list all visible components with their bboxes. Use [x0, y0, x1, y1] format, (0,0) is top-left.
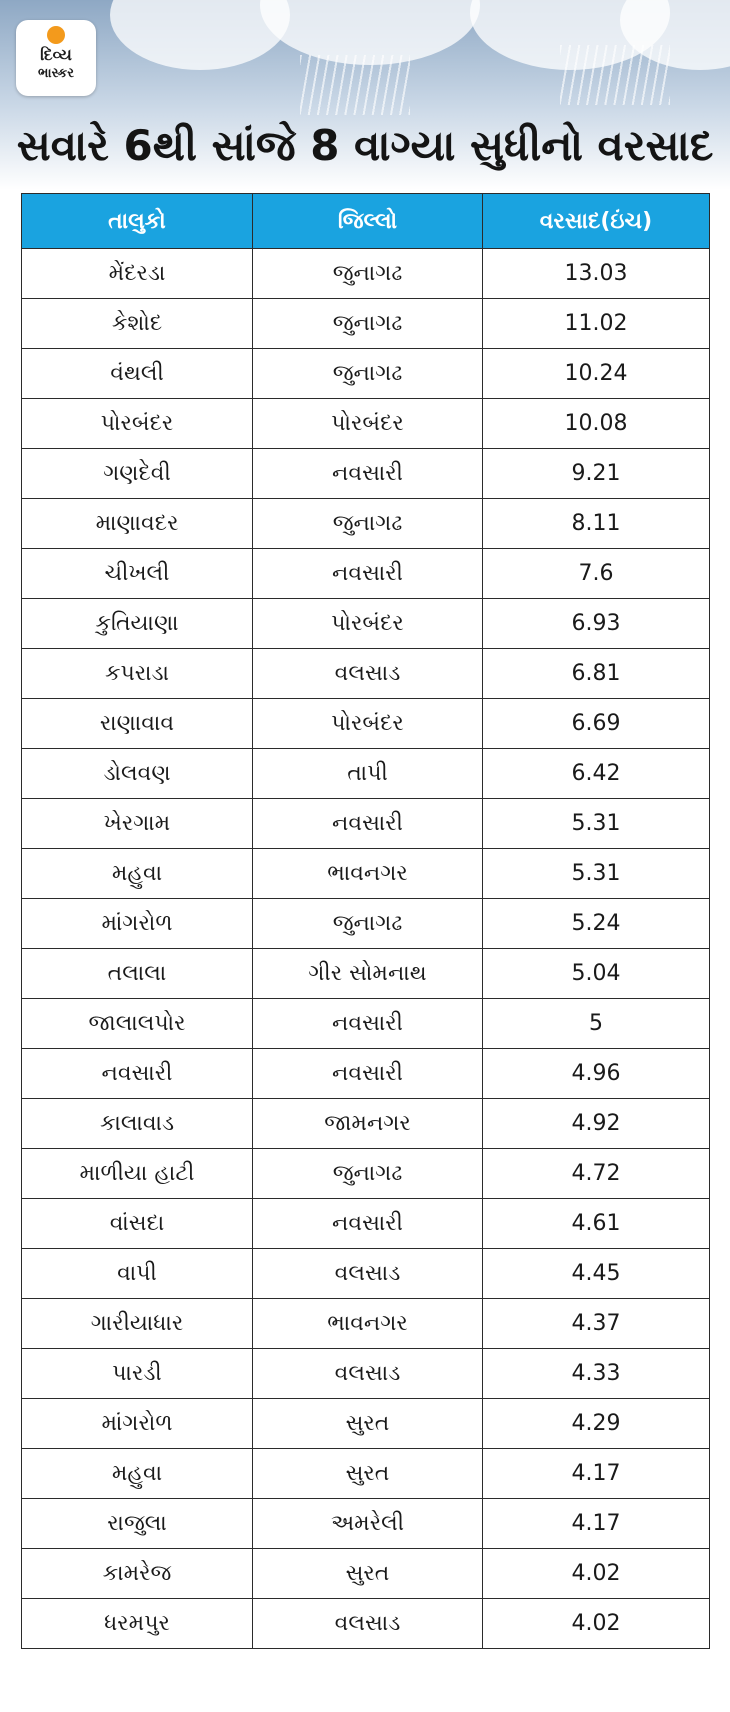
- cell-taluka: કપરાડા: [22, 649, 253, 699]
- cell-district: નવસારી: [253, 449, 483, 499]
- cell-taluka: મહુવા: [22, 1449, 253, 1499]
- cell-taluka: માંગરોળ: [22, 899, 253, 949]
- cell-taluka: મહુવા: [22, 849, 253, 899]
- column-header-district: જિલ્લો: [253, 194, 483, 249]
- cell-rainfall: 9.21: [483, 449, 710, 499]
- cell-rainfall: 4.45: [483, 1249, 710, 1299]
- cell-taluka: કામરેજ: [22, 1549, 253, 1599]
- table-row: [22, 499, 710, 549]
- cell-rainfall: 4.72: [483, 1149, 710, 1199]
- cell-rainfall: 5.24: [483, 899, 710, 949]
- cell-taluka: માળીયા હાટી: [22, 1149, 253, 1199]
- column-header-rainfall: વરસાદ(ઇંચ): [483, 194, 710, 249]
- cell-taluka: માંગરોળ: [22, 1399, 253, 1449]
- table-row: [22, 1099, 710, 1149]
- brand-name-line1: દિવ્ય: [40, 45, 72, 64]
- cell-district: જુનાગઢ: [253, 349, 483, 399]
- cell-taluka: કાલાવાડ: [22, 1099, 253, 1149]
- table-row: [22, 299, 710, 349]
- table-row: [22, 399, 710, 449]
- cell-rainfall: 4.61: [483, 1199, 710, 1249]
- table-row: [22, 449, 710, 499]
- cell-district: વલસાડ: [253, 1599, 483, 1649]
- cell-taluka: પારડી: [22, 1349, 253, 1399]
- column-header-taluka: તાલુકો: [22, 194, 253, 249]
- table-row: [22, 1549, 710, 1599]
- raindrops-graphic: [560, 45, 670, 105]
- cell-rainfall: 4.17: [483, 1499, 710, 1549]
- cell-district: અમરેલી: [253, 1499, 483, 1549]
- cell-rainfall: 10.24: [483, 349, 710, 399]
- cell-district: નવસારી: [253, 1199, 483, 1249]
- table-row: [22, 1499, 710, 1549]
- cell-taluka: ગારીયાધાર: [22, 1299, 253, 1349]
- cell-rainfall: 4.92: [483, 1099, 710, 1149]
- cell-district: વલસાડ: [253, 1349, 483, 1399]
- cell-rainfall: 5.31: [483, 799, 710, 849]
- cell-rainfall: 6.69: [483, 699, 710, 749]
- cell-rainfall: 13.03: [483, 249, 710, 299]
- cell-district: જુનાગઢ: [253, 299, 483, 349]
- table-row: [22, 1199, 710, 1249]
- table-row: [22, 949, 710, 999]
- cell-district: સુરત: [253, 1549, 483, 1599]
- cell-district: પોરબંદર: [253, 699, 483, 749]
- brand-name-line2: ભાસ્કર: [38, 66, 74, 81]
- cell-taluka: પોરબંદર: [22, 399, 253, 449]
- cell-rainfall: 10.08: [483, 399, 710, 449]
- cell-rainfall: 5.04: [483, 949, 710, 999]
- cell-district: પોરબંદર: [253, 399, 483, 449]
- cell-taluka: ધરમપુર: [22, 1599, 253, 1649]
- cell-rainfall: 5: [483, 999, 710, 1049]
- table-row: [22, 899, 710, 949]
- cell-taluka: ચીખલી: [22, 549, 253, 599]
- brand-logo: [16, 20, 96, 96]
- cell-taluka: ખેરગામ: [22, 799, 253, 849]
- cell-district: નવસારી: [253, 1049, 483, 1099]
- table-row: [22, 249, 710, 299]
- table-row: [22, 799, 710, 849]
- cell-district: ગીર સોમનાથ: [253, 949, 483, 999]
- table-row: [22, 1249, 710, 1299]
- cell-district: સુરત: [253, 1399, 483, 1449]
- table-row: [22, 1149, 710, 1199]
- cell-taluka: ડોલવણ: [22, 749, 253, 799]
- cell-district: નવસારી: [253, 549, 483, 599]
- cell-taluka: તલાલા: [22, 949, 253, 999]
- cell-rainfall: 11.02: [483, 299, 710, 349]
- raindrops-graphic: [300, 55, 410, 115]
- table-row: [22, 999, 710, 1049]
- cell-taluka: રાણાવાવ: [22, 699, 253, 749]
- cell-taluka: નવસારી: [22, 1049, 253, 1099]
- cell-rainfall: 4.02: [483, 1549, 710, 1599]
- table-row: [22, 349, 710, 399]
- table-row: [22, 1349, 710, 1399]
- cell-district: જામનગર: [253, 1099, 483, 1149]
- table-row: [22, 649, 710, 699]
- cell-rainfall: 4.29: [483, 1399, 710, 1449]
- cell-rainfall: 4.96: [483, 1049, 710, 1099]
- cell-district: જુનાગઢ: [253, 249, 483, 299]
- cell-district: નવસારી: [253, 799, 483, 849]
- cell-taluka: વાપી: [22, 1249, 253, 1299]
- cell-district: વલસાડ: [253, 1249, 483, 1299]
- cell-rainfall: 4.02: [483, 1599, 710, 1649]
- page-title: સવારે 6થી સાંજે 8 વાગ્યા સુધીનો વરસાદ: [16, 121, 714, 170]
- table-row: [22, 599, 710, 649]
- table-header-row: [22, 194, 710, 249]
- cell-rainfall: 6.81: [483, 649, 710, 699]
- table-row: [22, 1599, 710, 1649]
- cell-rainfall: 4.37: [483, 1299, 710, 1349]
- table-row: [22, 1299, 710, 1349]
- cell-district: ભાવનગર: [253, 849, 483, 899]
- sun-icon: [47, 26, 65, 44]
- cell-taluka: ગણદેવી: [22, 449, 253, 499]
- cell-rainfall: 8.11: [483, 499, 710, 549]
- table-row: [22, 749, 710, 799]
- cell-rainfall: 7.6: [483, 549, 710, 599]
- cell-rainfall: 5.31: [483, 849, 710, 899]
- cell-taluka: વંથલી: [22, 349, 253, 399]
- cell-district: સુરત: [253, 1449, 483, 1499]
- cell-taluka: જાલાલપોર: [22, 999, 253, 1049]
- cell-taluka: કુતિયાણા: [22, 599, 253, 649]
- cell-district: જુનાગઢ: [253, 499, 483, 549]
- cell-rainfall: 6.42: [483, 749, 710, 799]
- cell-rainfall: 4.33: [483, 1349, 710, 1399]
- cell-taluka: વાંસદા: [22, 1199, 253, 1249]
- cell-district: વલસાડ: [253, 649, 483, 699]
- table-row: [22, 849, 710, 899]
- table-row: [22, 549, 710, 599]
- table-row: [22, 1399, 710, 1449]
- cell-district: જુનાગઢ: [253, 899, 483, 949]
- table-row: [22, 699, 710, 749]
- cell-rainfall: 6.93: [483, 599, 710, 649]
- cell-taluka: મેંદરડા: [22, 249, 253, 299]
- rainfall-table: [21, 193, 710, 1649]
- cell-taluka: માણાવદર: [22, 499, 253, 549]
- table-row: [22, 1049, 710, 1099]
- cell-district: ભાવનગર: [253, 1299, 483, 1349]
- cell-taluka: કેશોદ: [22, 299, 253, 349]
- cell-district: પોરબંદર: [253, 599, 483, 649]
- table-body: [22, 249, 710, 1649]
- cell-district: તાપી: [253, 749, 483, 799]
- cell-district: નવસારી: [253, 999, 483, 1049]
- cell-taluka: રાજુલા: [22, 1499, 253, 1549]
- cell-rainfall: 4.17: [483, 1449, 710, 1499]
- cell-district: જુનાગઢ: [253, 1149, 483, 1199]
- table-row: [22, 1449, 710, 1499]
